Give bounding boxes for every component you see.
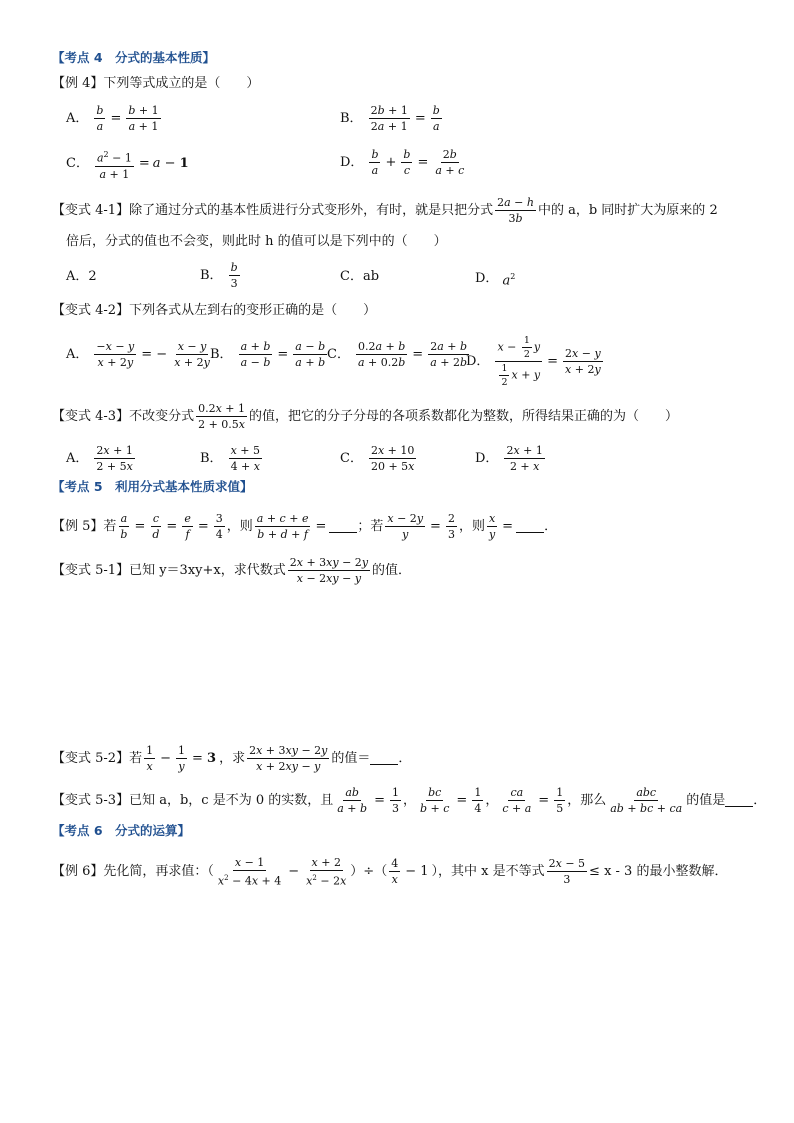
example-6-stem: 【例 6】 先化简，再求值：（ $\frac{x - 1}{x^2 - 4x + 4}$ − $\frac{x + 2}{x^2 - 2x}$ ）÷（ $\frac{4}{x}$ − 1 ），其中 x 是不等式 $\frac{2x - 5}{3}$ ≤ x - 3 的最小整数解．: [52, 856, 728, 888]
section-heading-4: 【考点 4 分式的基本性质】: [52, 50, 216, 65]
variant-4-1-line2: 倍后，分式的值也不会变，则此时 h 的值可以是下列中的（ ）: [66, 234, 447, 249]
ex4-option-c[interactable]: C． $\frac{a^2 - 1}{a + 1}$ = a − 1: [66, 150, 189, 181]
section-heading-5: 【考点 5 利用分式基本性质求值】: [52, 479, 253, 494]
variant-5-2-stem: 【变式 5-2】 若 $\frac{1}{x}$ − $\frac{1}{y}$ = 3 ，求 $\frac{2x + 3xy - 2y}{x + 2xy - y}$ 的值＝ ．: [52, 744, 412, 773]
variant-4-2-stem: 【变式 4-2】下列各式从左到右的变形正确的是（ ）: [52, 303, 377, 318]
answer-blank[interactable]: [329, 520, 357, 533]
v41-option-a[interactable]: A．2: [66, 269, 97, 284]
v42-option-b[interactable]: B． $\frac{a + b}{a - b}$ = $\frac{a - b}{a + b}$: [210, 340, 326, 369]
variant-4-1-stem: 【变式 4-1】 除了通过分式的基本性质进行分式变形外，有时，就是只把分式 $\frac{2a - h}{3b}$ 中的 a，b 同时扩大为原来的 2: [52, 196, 718, 225]
variant-5-1-stem: 【变式 5-1】 已知 y＝3xy+x，求代数式 $\frac{2x + 3xy - 2y}{x - 2xy - y}$ 的值．: [52, 556, 412, 585]
ex4-option-d[interactable]: D． $\frac{b}{a}$ + $\frac{b}{c}$ = $\frac{2b}{a + c}$: [340, 148, 465, 177]
variant-4-3-stem: 【变式 4-3】 不改变分式 $\frac{0.2x + 1}{2 + 0.5x}$ 的值，把它的分子分母的各项系数都化为整数，所得结果正确的为（ ）: [52, 402, 679, 431]
v41-option-b[interactable]: B． $\frac{b}{3}$: [200, 261, 238, 290]
v42-option-a[interactable]: A． $\frac{-x - y}{x + 2y}$ = − $\frac{x - y}{x + 2y}$: [66, 340, 210, 369]
section-heading-6: 【考点 6 分式的运算】: [52, 823, 191, 838]
ex4-option-a[interactable]: A． $\frac{b}{a}$ = $\frac{b + 1}{a + 1}$: [66, 104, 159, 133]
v41-option-c[interactable]: C．ab: [340, 269, 380, 284]
v43-option-b[interactable]: B． $\frac{x + 5}{4 + x}$: [200, 444, 260, 473]
v42-option-d[interactable]: D． x − $\frac{1}{2}$ y $\frac{1}{2}$ x + y = $\frac{2x - y}{x + 2y}$: [466, 335, 601, 388]
example-4-stem: 【例 4】下列等式成立的是（ ）: [52, 76, 260, 91]
answer-blank[interactable]: [725, 794, 753, 807]
ex4-option-b[interactable]: B． $\frac{2b + 1}{2a + 1}$ = $\frac{b}{a}$: [340, 104, 440, 133]
v42-option-c[interactable]: C． $\frac{0.2a + b}{a + 0.2b}$ = $\frac{2a + b}{a + 2b}$: [327, 340, 468, 369]
v43-option-a[interactable]: A． $\frac{2x + 1}{2 + 5x}$: [66, 444, 133, 473]
answer-blank[interactable]: [370, 752, 398, 765]
variant-5-3-stem: 【变式 5-3】 已知 a，b，c 是不为 0 的实数，且 $\frac{ab}{a + b}$ = $\frac{1}{3}$ ， $\frac{bc}{b + c}$ = $\frac{1}{4}$ ， $\frac{ca}{c + a}$ = $\frac{1}{5}$ ，那么 $\frac{\text{abc}}{ab + bc + ca}$ 的值是 ．: [52, 786, 767, 815]
v41-option-d[interactable]: D． $a^2$: [475, 271, 516, 289]
v43-option-c[interactable]: C． $\frac{2x + 10}{20 + 5x}$: [340, 444, 415, 473]
answer-blank[interactable]: [516, 520, 544, 533]
example-5-stem: 【例 5】 若 $\frac{a}{b}$ = $\frac{c}{d}$ = $\frac{e}{f}$ = $\frac{3}{4}$ ，则 $\frac{a + c + e}{b + d + f}$ = ；若 $\frac{x - 2y}{y}$ = $\frac{2}{3}$ ，则 $\frac{x}{y}$ = ．: [52, 512, 558, 541]
v43-option-d[interactable]: D． $\frac{2x + 1}{2 + x}$: [475, 444, 543, 473]
